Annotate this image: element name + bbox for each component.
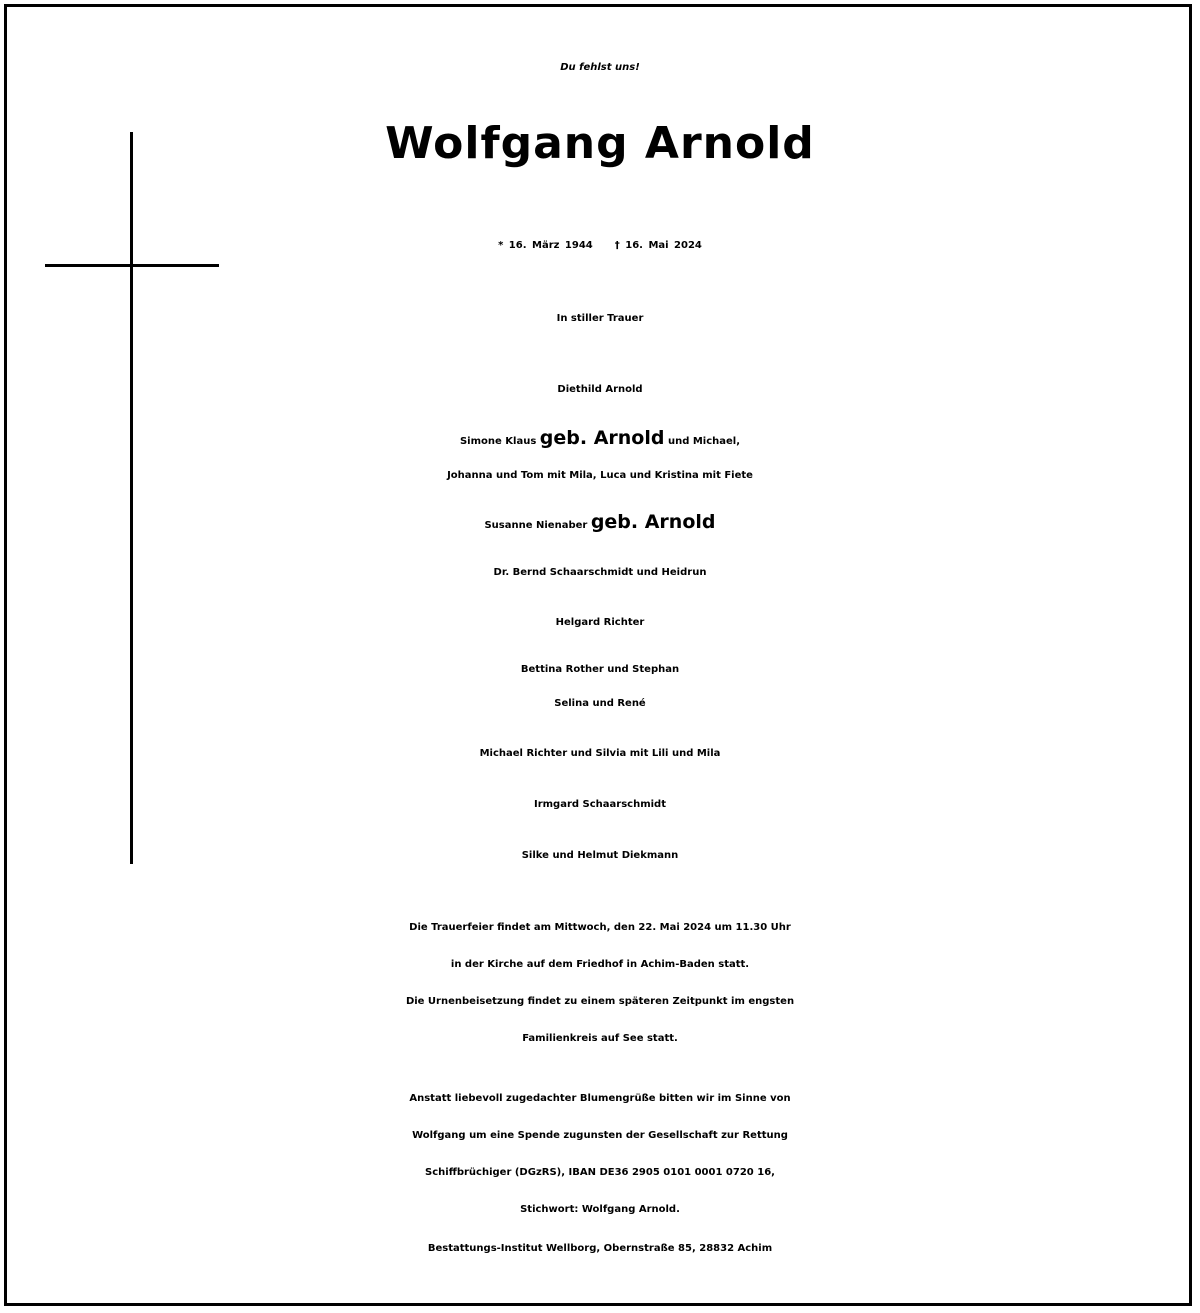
birth-date: * 16. März 1944	[498, 240, 593, 251]
life-dates	[0, 240, 1200, 251]
mourning-line: In stiller Trauer	[556, 313, 644, 324]
ceremony-line: Familienkreis auf See statt.	[522, 1033, 678, 1044]
maiden-name: geb. Arnold	[590, 511, 716, 533]
mourner-line: Irmgard Schaarschmidt	[533, 799, 666, 810]
donation-line: Anstatt liebevoll zugedachter Blumengrüße bitten wir im Sinne von	[409, 1093, 791, 1104]
mourner-line: Michael Richter und Silvia mit Lili und Mila	[479, 748, 721, 759]
mourner-line: Helgard Richter	[555, 617, 645, 628]
undertaker-footer: Bestattungs-Institut Wellborg, Obernstraße 85, 28832 Achim	[427, 1243, 773, 1254]
donation-line: Wolfgang um eine Spende zugunsten der Gesellschaft zur Rettung	[412, 1130, 788, 1141]
mourner-group	[0, 421, 1200, 493]
ceremony-line: Die Trauerfeier findet am Mittwoch, den 22. Mai 2024 um 11.30 Uhr	[409, 922, 791, 933]
ceremony-paragraph	[0, 909, 1200, 1057]
mourner-name: Simone Klaus	[459, 436, 537, 447]
maiden-name: geb. Arnold	[539, 427, 665, 449]
deceased-name: Wolfgang Arnold	[385, 118, 815, 169]
donation-line: Stichwort: Wolfgang Arnold.	[520, 1204, 680, 1215]
ceremony-line: in der Kirche auf dem Friedhof in Achim-Baden statt.	[450, 959, 750, 970]
tagline: Du fehlst uns!	[560, 62, 640, 73]
mourner-line	[0, 421, 1200, 459]
mourner-line: Dr. Bernd Schaarschmidt und Heidrun	[493, 567, 707, 578]
mourner-name: Susanne Nienaber	[484, 520, 588, 531]
mourner-line: Selina und René	[554, 698, 646, 709]
donation-line: Schiffbrüchiger (DGzRS), IBAN DE36 2905 0101 0001 0720 16,	[425, 1167, 775, 1178]
mourner-line: Silke und Helmut Diekmann	[521, 850, 679, 861]
cross-horizontal-bar	[45, 264, 219, 267]
mourner-group	[0, 653, 1200, 721]
mourner-partner: und Michael,	[667, 436, 741, 447]
mourner-line: Diethild Arnold	[557, 384, 643, 395]
mourner-line	[0, 505, 1200, 543]
mourner-line: Johanna und Tom mit Mila, Luca und Kristina mit Fiete	[447, 470, 753, 481]
ceremony-line: Die Urnenbeisetzung findet zu einem späteren Zeitpunkt im engsten	[405, 996, 795, 1007]
donation-paragraph	[0, 1080, 1200, 1228]
death-date: † 16. Mai 2024	[614, 240, 702, 251]
mourner-line: Bettina Rother und Stephan	[520, 664, 680, 675]
